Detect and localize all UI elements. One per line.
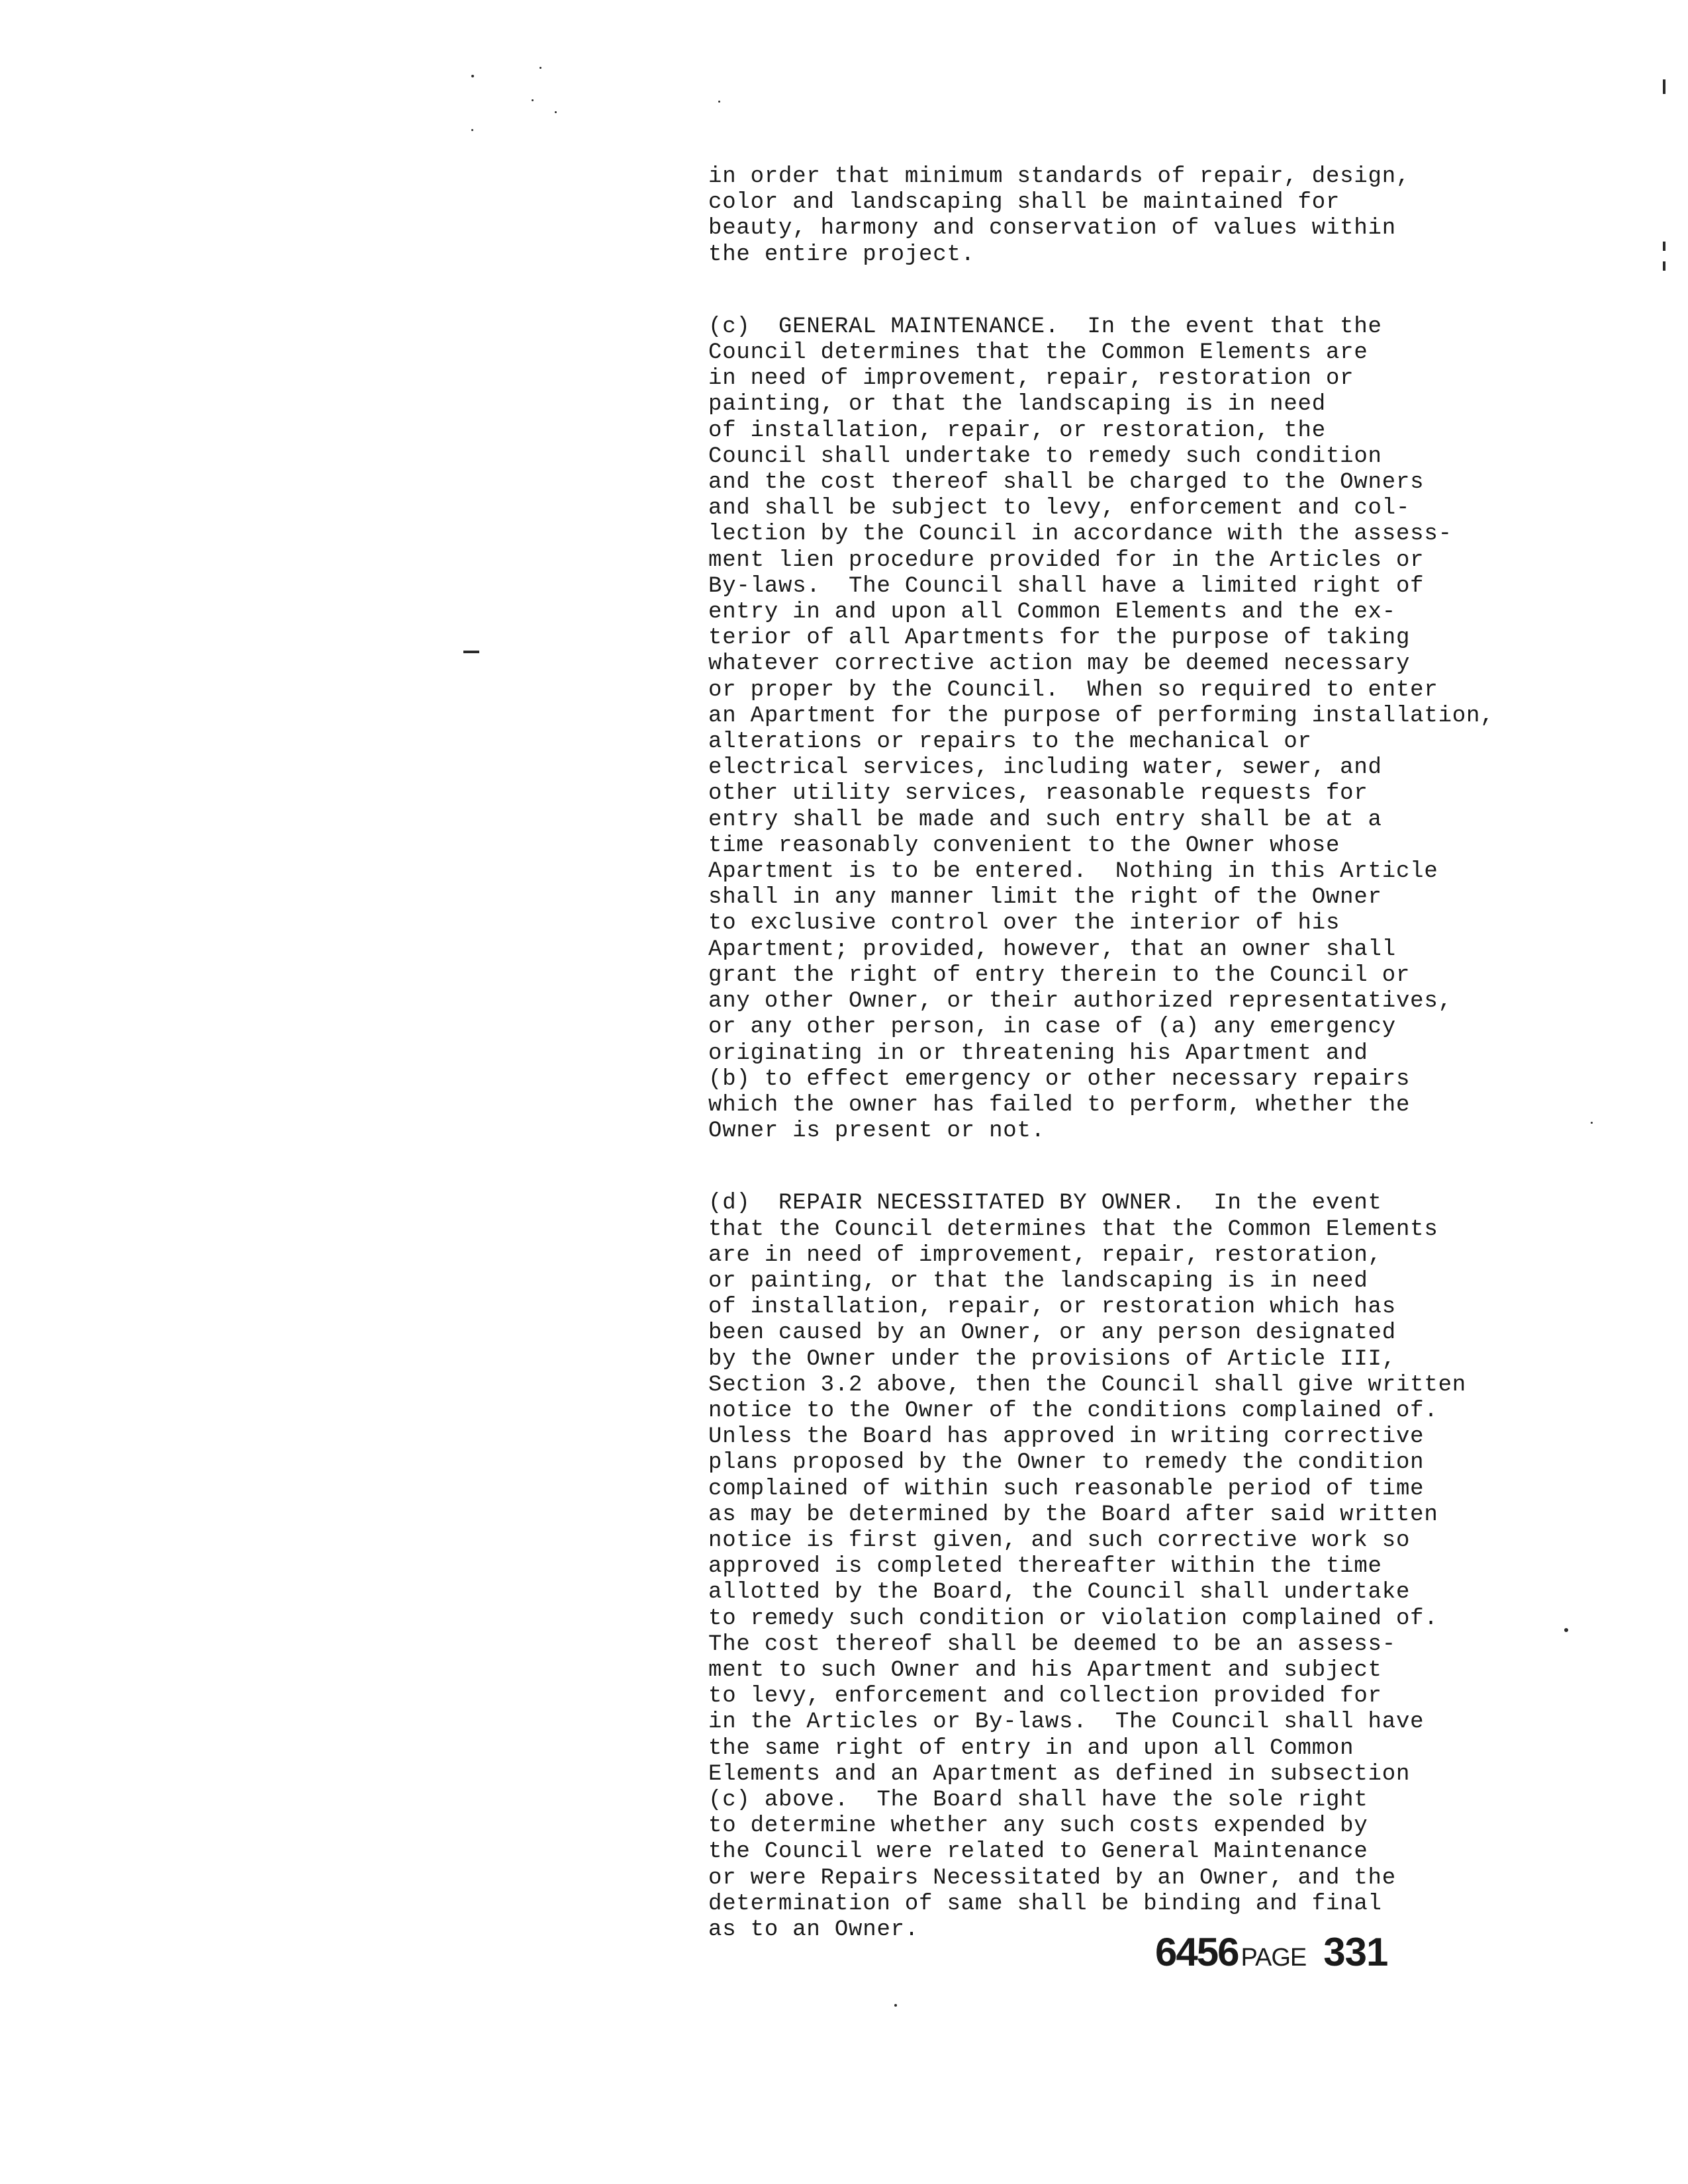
- text-line: or were Repairs Necessitated by an Owner, and the: [708, 1865, 1396, 1891]
- text-line: the same right of entry in and upon all Common: [708, 1735, 1354, 1761]
- text-line: notice to the Owner of the conditions complained of.: [708, 1398, 1438, 1424]
- text-line: or painting, or that the landscaping is in need: [708, 1268, 1368, 1294]
- text-line: Council shall undertake to remedy such condition: [708, 443, 1382, 469]
- text-line: The cost thereof shall be deemed to be an assess-: [708, 1631, 1396, 1657]
- text-line: By-laws. The Council shall have a limited right of: [708, 573, 1425, 599]
- text-line: complained of within such reasonable period of time: [708, 1476, 1425, 1502]
- text-line: plans proposed by the Owner to remedy the condition: [708, 1450, 1425, 1476]
- stamp-book-number: 6456: [1155, 1930, 1239, 1974]
- text-line: to remedy such condition or violation complained of.: [708, 1606, 1438, 1631]
- paragraph-general-maintenance: [708, 314, 1582, 1145]
- text-line: Council determines that the Common Elements are: [708, 340, 1368, 366]
- text-line: terior of all Apartments for the purpose of taking: [708, 625, 1411, 651]
- text-line: whatever corrective action may be deemed necessary: [708, 651, 1411, 677]
- text-line: the Council were related to General Maintenance: [708, 1839, 1368, 1865]
- text-line: lection by the Council in accordance with the assess-: [708, 522, 1452, 547]
- text-line: shall in any manner limit the right of the Owner: [708, 885, 1382, 911]
- text-line: ment to such Owner and his Apartment and subject: [708, 1657, 1382, 1683]
- margin-mark: [1663, 79, 1665, 94]
- text-line: of installation, repair, or restoration which has: [708, 1295, 1396, 1320]
- text-line: alterations or repairs to the mechanical or: [708, 729, 1312, 755]
- text-line: Elements and an Apartment as defined in subsection: [708, 1761, 1411, 1787]
- stamp-page-label: PAGE: [1241, 1944, 1307, 1972]
- text-line: electrical services, including water, sewer, and: [708, 755, 1382, 781]
- scan-speck: [555, 111, 557, 113]
- text-line: originating in or threatening his Apartment and: [708, 1040, 1368, 1066]
- text-line: Section 3.2 above, then the Council shall give written: [708, 1372, 1466, 1398]
- text-line: approved is completed thereafter within the time: [708, 1554, 1382, 1580]
- scan-speck: [532, 99, 534, 101]
- text-line: entry in and upon all Common Elements and the ex-: [708, 600, 1396, 625]
- scan-speck: [894, 2004, 897, 2007]
- stamp-page-number: 331: [1323, 1930, 1388, 1974]
- text-line: or any other person, in case of (a) any emergency: [708, 1015, 1396, 1040]
- margin-mark: [463, 651, 479, 653]
- text-line: Apartment is to be entered. Nothing in this Article: [708, 859, 1438, 885]
- text-line: grant the right of entry therein to the Council or: [708, 962, 1411, 988]
- scan-speck: [471, 75, 474, 77]
- text-line: determination of same shall be binding and final: [708, 1891, 1382, 1917]
- text-line: and the cost thereof shall be charged to the Owners: [708, 470, 1425, 496]
- text-line: (d) REPAIR NECESSITATED BY OWNER. In the event: [708, 1191, 1382, 1216]
- text-line: and shall be subject to levy, enforcement and col-: [708, 496, 1411, 522]
- paragraph-continuation: [708, 164, 1582, 268]
- text-line: (c) GENERAL MAINTENANCE. In the event that the: [708, 314, 1382, 340]
- text-line: (c) above. The Board shall have the sole right: [708, 1787, 1368, 1813]
- body-text: [708, 164, 1582, 1989]
- text-line: are in need of improvement, repair, restoration,: [708, 1242, 1382, 1268]
- text-line: Apartment; provided, however, that an owner shall: [708, 936, 1396, 962]
- margin-mark: [1663, 261, 1665, 271]
- scan-speck: [471, 129, 473, 131]
- text-line: in the Articles or By-laws. The Council shall have: [708, 1709, 1425, 1735]
- scan-speck: [718, 101, 720, 103]
- text-line: painting, or that the landscaping is in need: [708, 392, 1326, 418]
- paragraph-repair-necessitated-by-owner: [708, 1191, 1582, 1943]
- scan-speck: [539, 67, 541, 69]
- text-line: been caused by an Owner, or any person designated: [708, 1320, 1396, 1346]
- text-line: Unless the Board has approved in writing corrective: [708, 1424, 1425, 1450]
- text-line: ment lien procedure provided for in the Articles or: [708, 547, 1425, 573]
- scan-speck: [1591, 1122, 1593, 1124]
- text-line: in order that minimum standards of repair, design,: [708, 164, 1411, 189]
- text-line: notice is first given, and such corrective work so: [708, 1527, 1411, 1553]
- text-line: (b) to effect emergency or other necessary repairs: [708, 1066, 1411, 1092]
- text-line: which the owner has failed to perform, whether the: [708, 1092, 1411, 1118]
- text-line: color and landscaping shall be maintained for: [708, 190, 1340, 216]
- text-line: other utility services, reasonable requests for: [708, 781, 1368, 807]
- text-line: to determine whether any such costs expended by: [708, 1813, 1368, 1839]
- text-line: in need of improvement, repair, restoration or: [708, 366, 1354, 392]
- text-line: as to an Owner.: [708, 1917, 919, 1942]
- text-line: Owner is present or not.: [708, 1118, 1045, 1144]
- recording-stamp: [1155, 1929, 1387, 1975]
- text-line: time reasonably convenient to the Owner whose: [708, 833, 1340, 858]
- text-line: by the Owner under the provisions of Article III,: [708, 1346, 1396, 1372]
- text-line: to exclusive control over the interior of his: [708, 911, 1340, 936]
- text-line: any other Owner, or their authorized representatives,: [708, 989, 1452, 1015]
- margin-mark: [1663, 242, 1665, 251]
- text-line: allotted by the Board, the Council shall undertake: [708, 1580, 1411, 1606]
- text-line: as may be determined by the Board after said written: [708, 1502, 1438, 1527]
- text-line: to levy, enforcement and collection provided for: [708, 1684, 1382, 1709]
- text-line: entry shall be made and such entry shall be at a: [708, 807, 1382, 833]
- text-line: or proper by the Council. When so required to enter: [708, 677, 1438, 703]
- text-line: that the Council determines that the Common Elements: [708, 1216, 1438, 1242]
- text-line: of installation, repair, or restoration, the: [708, 418, 1326, 443]
- text-line: an Apartment for the purpose of performing installation,: [708, 703, 1495, 729]
- text-line: beauty, harmony and conservation of values within: [708, 216, 1396, 242]
- text-line: the entire project.: [708, 242, 975, 267]
